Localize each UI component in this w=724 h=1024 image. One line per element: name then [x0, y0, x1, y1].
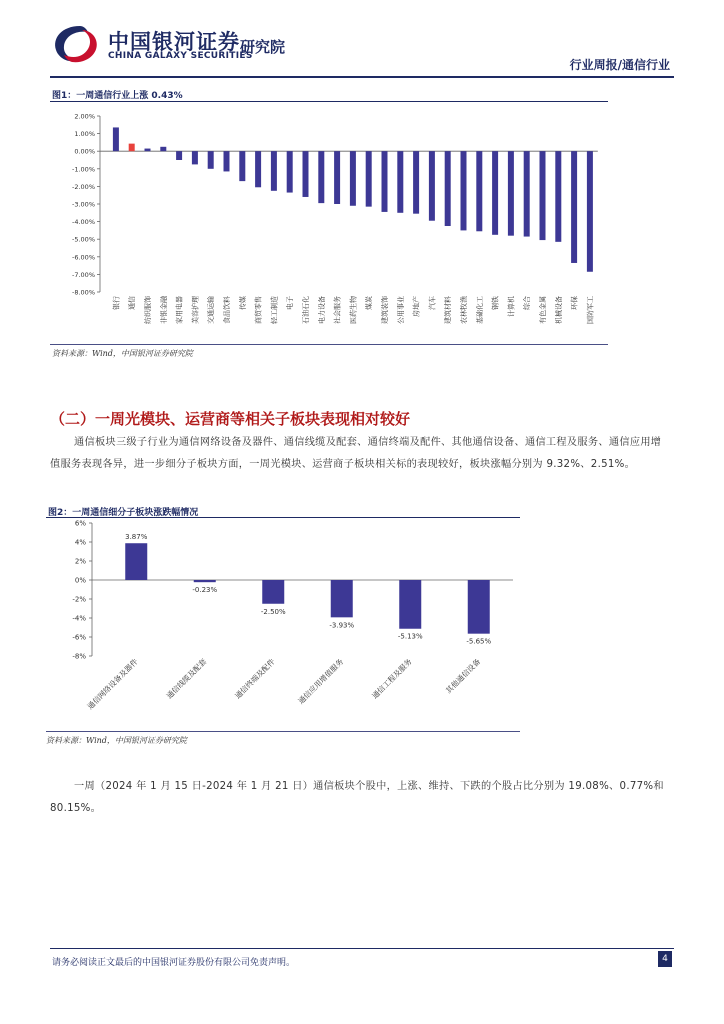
x-tick-label: 美容护理: [191, 296, 200, 324]
x-tick-label: 农林牧渔: [460, 296, 468, 324]
x-tick-label: 钢铁: [491, 296, 500, 310]
bar: [555, 151, 561, 242]
galaxy-logo: [50, 22, 102, 66]
bar: [224, 151, 230, 171]
bar: [540, 151, 546, 240]
y-tick-label: -2.00%: [72, 182, 95, 191]
figure2-bottom-rule: [46, 731, 520, 732]
y-tick-label: -5.00%: [72, 235, 95, 244]
figure1-bottom-rule: [50, 344, 608, 345]
x-tick-label: 其他通信设备: [443, 657, 483, 696]
header-rule: [50, 76, 674, 78]
x-tick-label: 机械设备: [554, 296, 563, 324]
bar: [160, 147, 166, 151]
x-tick-label: 基础化工: [475, 296, 484, 324]
y-tick-label: 0.00%: [74, 147, 95, 156]
y-tick-label: -8.00%: [72, 288, 95, 297]
x-tick-label: 电力设备: [317, 296, 326, 324]
figure1-title: 图1：一周通信行业上涨 0.43%: [52, 91, 183, 101]
y-tick-label: -4%: [72, 614, 86, 623]
data-label: 3.87%: [125, 533, 148, 542]
x-tick-label: 商贸零售: [254, 296, 263, 324]
x-tick-label: 公用事业: [396, 296, 405, 324]
y-tick-label: -8%: [72, 652, 86, 661]
x-tick-label: 有色金属: [539, 296, 547, 324]
bar: [492, 151, 498, 235]
x-tick-label: 社会服务: [333, 296, 342, 324]
brand-name-cn: 中国银河证券: [108, 30, 240, 54]
bar: [413, 151, 419, 213]
bar: [239, 151, 245, 181]
bar: [397, 151, 403, 213]
bar: [445, 151, 451, 226]
y-tick-label: -7.00%: [72, 270, 95, 279]
x-tick-label: 轻工制造: [270, 296, 279, 324]
bar: [129, 144, 135, 152]
x-tick-label: 建筑材料: [444, 296, 453, 324]
disclaimer: 请务必阅读正文最后的中国银河证券股份有限公司免责声明。: [52, 958, 296, 968]
x-tick-label: 食品饮料: [223, 296, 231, 324]
x-tick-label: 家用电器: [175, 296, 184, 324]
bar: [476, 151, 482, 231]
page-number: 4: [658, 951, 672, 967]
bar: [334, 151, 340, 204]
x-tick-label: 医药生物: [349, 296, 358, 324]
data-label: -5.13%: [397, 632, 423, 641]
bar: [508, 151, 514, 235]
y-tick-label: -6%: [72, 633, 86, 642]
bar: [350, 151, 356, 206]
x-tick-label: 汽车: [428, 296, 437, 310]
bar: [366, 151, 372, 206]
y-tick-label: 1.00%: [74, 130, 95, 139]
section-heading: （二）一周光模块、运营商等相关子板块表现相对较好: [50, 410, 411, 428]
x-tick-label: 煤炭: [365, 296, 374, 310]
y-tick-label: 6%: [74, 519, 86, 528]
x-tick-label: 通信应用增值服务: [296, 657, 346, 706]
bar: [262, 580, 284, 604]
x-tick-label: 计算机: [507, 296, 516, 317]
data-label: -0.23%: [192, 586, 218, 595]
closing-paragraph: 一周（2024 年 1 月 15 日-2024 年 1 月 21 日）通信板块个股中，上涨、维持、下跌的个股占比分别为 19.08%、0.77%和 80.15%。: [50, 781, 664, 814]
bar: [176, 151, 182, 160]
x-tick-label: 交通运输: [207, 296, 216, 324]
figure1-top-rule: [50, 101, 608, 102]
data-label: -5.65%: [466, 637, 492, 646]
bar: [113, 127, 119, 151]
bar: [194, 580, 216, 582]
y-tick-label: -3.00%: [72, 200, 95, 209]
institute-label: 研究院: [240, 38, 286, 56]
figure2-source: 资料来源：Wind，中国银河证券研究院: [46, 736, 187, 745]
x-tick-label: 通信工程及服务: [370, 657, 414, 701]
brand-name-en: CHINA GALAXY SECURITIES: [108, 51, 253, 61]
x-tick-label: 通信终端及配件: [233, 657, 277, 701]
x-tick-label: 建筑装饰: [381, 296, 389, 324]
x-tick-label: 传媒: [238, 296, 247, 310]
figure2-chart: [46, 518, 522, 730]
figure1-source: 资料来源：Wind，中国银河证券研究院: [52, 349, 193, 358]
bar: [271, 151, 277, 191]
bar: [318, 151, 324, 203]
x-tick-label: 银行: [112, 296, 121, 310]
y-tick-label: 2.00%: [74, 112, 95, 121]
bar: [399, 580, 421, 629]
bar: [125, 543, 147, 580]
bar: [587, 151, 593, 272]
bar: [429, 151, 435, 221]
bar: [468, 580, 490, 634]
bar: [255, 151, 261, 187]
bar: [382, 151, 388, 212]
footer-rule: [50, 948, 674, 949]
y-tick-label: -4.00%: [72, 218, 95, 227]
figure2-title: 图2：一周通信细分子板块涨跌幅情况: [48, 508, 199, 518]
y-tick-label: -6.00%: [72, 253, 95, 262]
x-tick-label: 石油石化: [302, 296, 310, 324]
x-tick-label: 房地产: [412, 296, 421, 317]
x-tick-label: 国防军工: [586, 296, 595, 324]
bar: [145, 149, 151, 152]
data-label: -2.50%: [260, 607, 286, 616]
x-tick-label: 通信网络设备及器件: [85, 657, 140, 712]
figure1-chart: [50, 104, 610, 342]
y-tick-label: 2%: [74, 557, 86, 566]
y-tick-label: 0%: [74, 576, 86, 585]
bar: [571, 151, 577, 263]
report-type: 行业周报/通信行业: [569, 58, 670, 72]
x-tick-label: 综合: [523, 296, 532, 310]
section-paragraph: 通信板块三级子行业为通信网络设备及器件、通信线缆及配套、通信终端及配件、其他通信设备、通信工程及服务、通信应用增值服务表现各异，进一步细分子板块方面，一周光模块、运营商子板块相关标的表现较好，板块涨幅分别为 9.32%、2.51%。: [50, 437, 662, 470]
data-label: -3.93%: [329, 621, 355, 630]
bar: [524, 151, 530, 236]
bar: [192, 151, 198, 164]
bar: [461, 151, 467, 230]
bar: [287, 151, 293, 192]
y-tick-label: -1.00%: [72, 165, 95, 174]
x-tick-label: 通信线缆及配套: [164, 657, 209, 701]
x-tick-label: 环保: [570, 296, 579, 310]
bar: [208, 151, 214, 169]
y-tick-label: 4%: [74, 538, 86, 547]
bar: [331, 580, 353, 617]
bar: [303, 151, 309, 197]
x-tick-label: 纺织服饰: [144, 296, 152, 324]
x-tick-label: 非银金融: [159, 296, 168, 324]
x-tick-label: 电子: [286, 296, 295, 310]
x-tick-label: 通信: [128, 296, 137, 310]
y-tick-label: -2%: [72, 595, 86, 604]
